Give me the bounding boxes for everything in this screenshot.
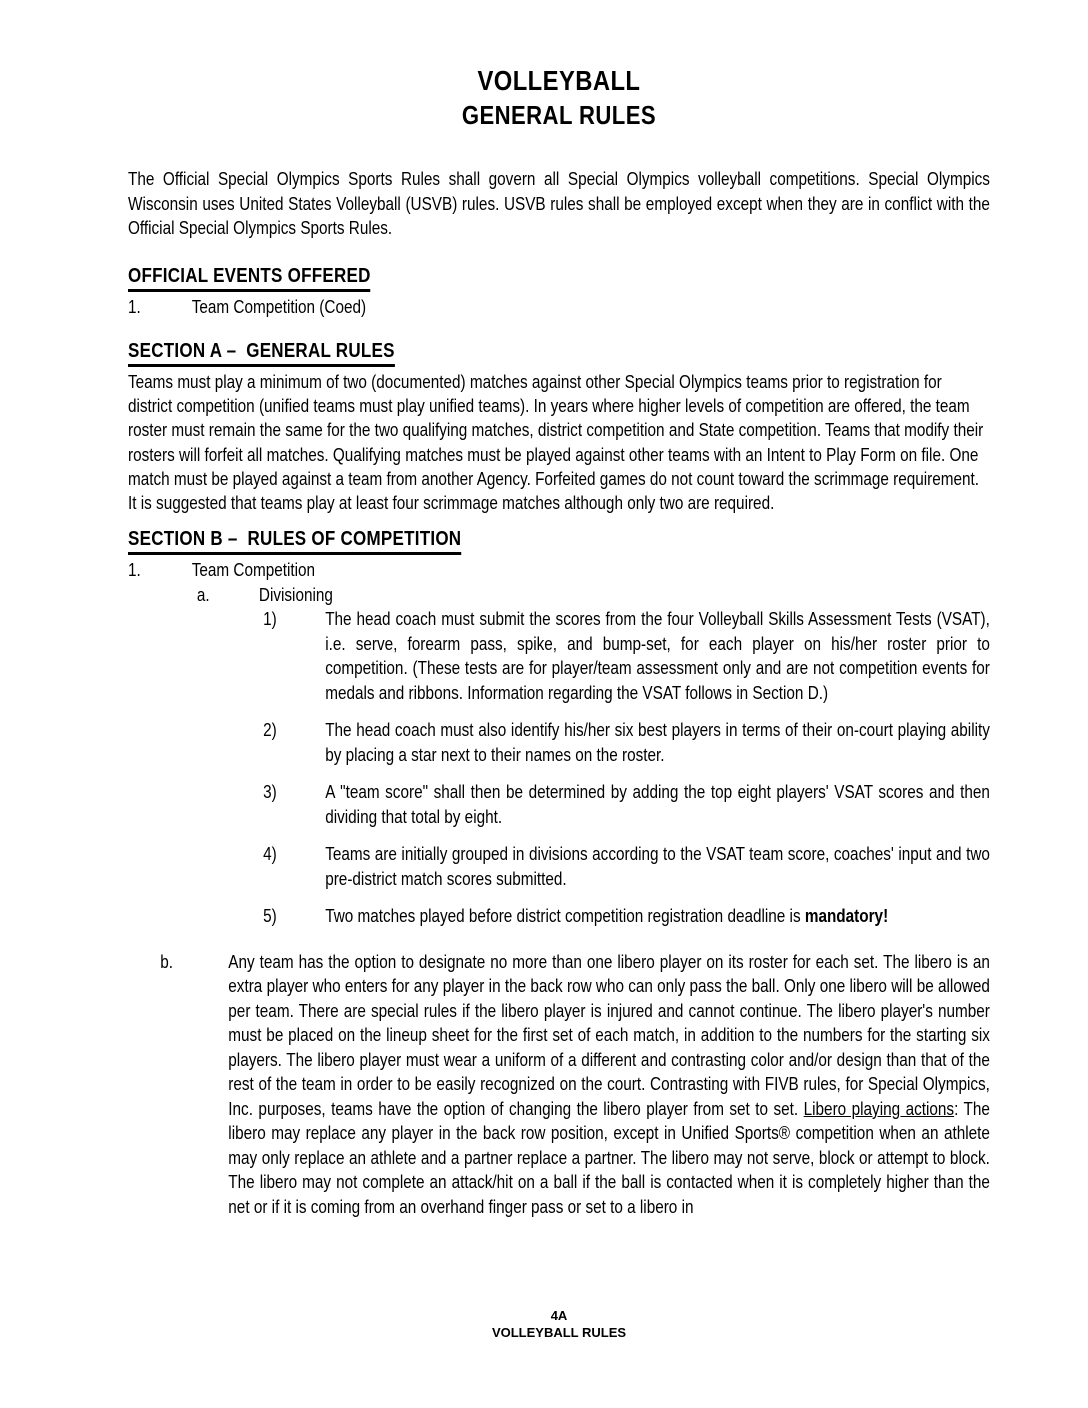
list-number: 1. [128,560,141,581]
intro-paragraph: The Official Special Olympics Sports Rules shall govern all Special Olympics volleyball competitions. Special Olympics Wisconsin uses United States Volleyball (USVB) rules. USVB rules shall be employed except when they are in conflict with the Official Special Olympics Sports Rules. [128,169,990,238]
list-number: 5) [263,906,277,927]
libero-playing-actions-underlined: Libero playing actions [803,1098,955,1119]
heading-text: SECTION A – GENERAL RULES [128,339,395,367]
list-item-text [325,904,990,929]
libero-paragraph [228,950,990,1220]
list-item-text: The head coach must submit the scores from the four Volleyball Skills Assessment Tests (VSAT), i.e. serve, forearm pass, spike, and bump-set, for each player on his/her roster prior to competition. (These tests are for player/team assessment only and are not competition events for medals and ribbons. Information regarding the VSAT follows in Section D.) [325,609,990,703]
list-number: 4) [263,844,277,865]
heading-official-events-offered [128,264,990,292]
list-item-text: Team Competition [191,560,316,581]
list-item-team-competition [128,558,990,583]
list-item-text: A "team score" shall then be determined by adding the top eight players' VSAT scores and then dividing that total by eight. [325,782,990,827]
sub-list-item-1 [128,607,990,705]
page-title: VOLLEYBALL [477,65,641,96]
heading-text: SECTION B – RULES OF COMPETITION [128,527,461,555]
list-item-b-libero [128,950,990,1220]
list-item-team-competition-coed [128,295,990,320]
list-number: 2) [263,720,277,741]
heading-text: OFFICIAL EVENTS OFFERED [128,264,371,292]
mandatory-bold-text: mandatory! [804,906,889,927]
list-number: 3) [263,782,277,803]
page-content [128,0,990,1219]
footer-label: VOLLEYBALL RULES [491,1325,627,1340]
paragraph-text-part: : The libero may replace any player in the back row position, except in Unified Sports® competition when an athlete may only replace an athlete and a partner replace a partner. The libero may not serve, block or attempt to block. The libero may not complete an attack/hit on a ball if the ball is contacted when it is completely higher than the net or if it is coming from an overhand finger pass or set to a libero in [228,1098,990,1217]
list-number: b. [160,951,174,972]
heading-section-b [128,527,990,555]
page-subtitle: GENERAL RULES [461,100,657,130]
list-item-text: Divisioning [258,584,333,605]
list-item-text: Team Competition (Coed) [191,296,367,317]
sub-list-item-2 [128,718,990,767]
list-number: 1) [263,609,277,630]
page-number: 4A [550,1308,568,1323]
list-item-divisioning [128,583,990,608]
sub-list-item-5 [128,904,990,929]
list-item-text-part: Two matches played before district competition registration deadline is [325,906,805,927]
list-number: a. [196,584,210,605]
section-a-paragraph: Teams must play a minimum of two (documented) matches against other Special Olympics teams prior to registration for district competition (unified teams must play unified teams). In years where higher levels of competition are offered, the team roster must remain the same for the two qualifying matches, district competition and State competition. Teams that modify their rosters will forfeit all matches. Qualifying matches must be played against other teams with an Intent to Play Form on file. One match must be played against a team from another Agency. Forfeited games do not count toward the scrimmage requirement. It is suggested that teams play at least four scrimmage matches although only two are required. [128,372,984,514]
heading-section-a [128,339,990,367]
page-footer [128,1307,990,1341]
sub-list-item-4 [128,842,990,891]
paragraph-text-part: Any team has the option to designate no more than one libero player on its roster for each set. The libero is an extra player who enters for any player in the back row who can only pass the ball. Only one libero will be allowed per team. There are special rules if the libero player is injured and cannot continue. The libero player's number must be placed on the lineup sheet for the first set of each match, in addition to the numbers for the starting six players. The libero player must wear a uniform of a different and contrasting color and/or design than that of the rest of the team in order to be easily recognized on the court. Contrasting with FIVB rules, for Special Olympics, Inc. purposes, teams have the option of changing the libero player from set to set. [228,951,990,1119]
list-item-text: Teams are initially grouped in divisions according to the VSAT team score, coaches' input and two pre-district match scores submitted. [325,844,990,889]
sub-list-item-3 [128,780,990,829]
list-item-text: The head coach must also identify his/her six best players in terms of their on-court playing ability by placing a star next to their names on the roster. [325,720,990,765]
list-number: 1. [128,296,141,317]
